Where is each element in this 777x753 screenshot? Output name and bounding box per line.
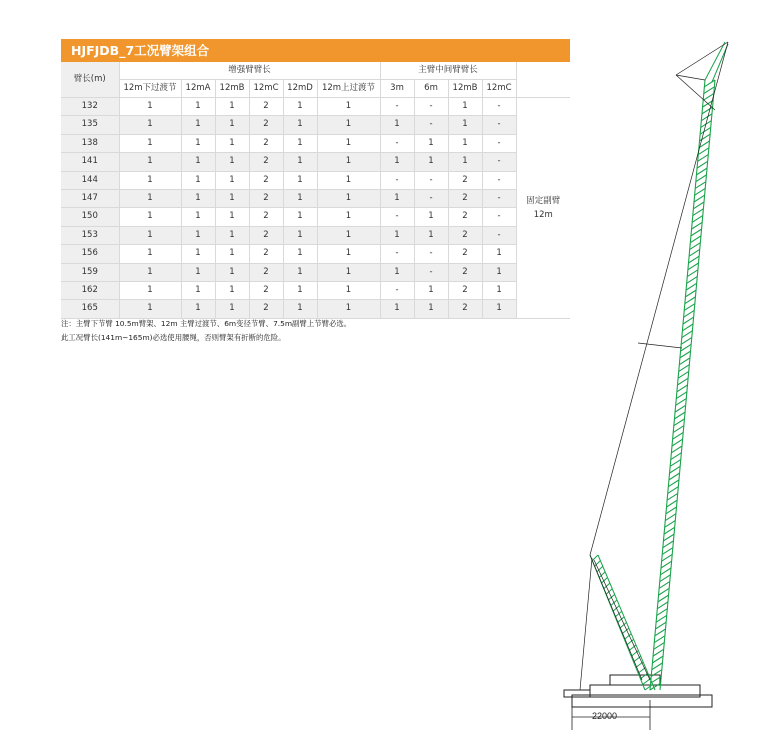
table-cell: 1 xyxy=(380,116,414,134)
boom-lacing-bar xyxy=(662,548,673,555)
table-cell: 1 xyxy=(317,226,380,244)
boom-lacing-bar xyxy=(704,87,715,94)
table-cell: - xyxy=(482,226,516,244)
table-cell: 1 xyxy=(283,208,317,226)
boom-lacing-bar xyxy=(654,643,665,650)
table-cell: 2 xyxy=(249,171,283,189)
boom-lacing-bar xyxy=(701,114,712,121)
boom-length-cell: 147 xyxy=(61,190,119,208)
table-cell: 1 xyxy=(181,134,215,152)
table-title: HJFJDB_7工况臂架组合 xyxy=(61,39,570,62)
boom-lacing-bar xyxy=(685,297,696,304)
table-cell: 2 xyxy=(448,282,482,300)
table-cell: 1 xyxy=(317,98,380,116)
boom-lacing-bar xyxy=(650,683,661,690)
table-cell: 1 xyxy=(119,190,181,208)
boom-lacing-bar xyxy=(696,175,707,182)
boom-lacing-bar xyxy=(674,412,685,419)
boom-lacing-bar xyxy=(693,209,704,216)
table-cell: 1 xyxy=(119,300,181,318)
counterweight-tray xyxy=(564,690,590,697)
table-row xyxy=(61,98,570,116)
table-cell: 1 xyxy=(414,153,448,171)
mast-lacing-bar xyxy=(613,606,619,612)
boom-lacing-bar xyxy=(659,582,670,589)
table-row xyxy=(61,245,570,263)
boom-lacing-bar xyxy=(682,331,693,338)
table-row xyxy=(61,263,570,281)
boom-lacing-bar xyxy=(668,480,679,487)
boom-lacing-bar xyxy=(679,358,690,365)
table-cell: 1 xyxy=(380,153,414,171)
table-cell: 1 xyxy=(119,245,181,263)
table-cell: 1 xyxy=(482,300,516,318)
table-cell: 1 xyxy=(215,190,249,208)
column-header: 12mC xyxy=(249,80,283,98)
boom-lacing-bar xyxy=(656,615,667,622)
table-row xyxy=(61,300,570,318)
table-cell: 1 xyxy=(317,245,380,263)
boom-length-cell: 144 xyxy=(61,171,119,189)
column-header: 6m xyxy=(414,80,448,98)
boom-lacing-bar xyxy=(702,107,713,114)
table-cell: 1 xyxy=(215,116,249,134)
boom-lacing-bar xyxy=(670,460,681,467)
boom-lacing-bar xyxy=(664,527,675,534)
boom-lacing-bar xyxy=(669,473,680,480)
table-cell: 1 xyxy=(482,245,516,263)
note-line-1: 注：主臂下节臂 10.5m臂架、12m 主臂过渡节、6m变径节臂、7.5m副臂上节臂必选。 xyxy=(61,319,352,328)
table-cell: 1 xyxy=(215,98,249,116)
table-row xyxy=(61,190,570,208)
boom-length-cell: 135 xyxy=(61,116,119,134)
table-cell: 2 xyxy=(448,300,482,318)
table-cell: 1 xyxy=(119,263,181,281)
boom-lacing-bar xyxy=(704,80,715,87)
table-cell: 1 xyxy=(215,208,249,226)
boom-lacing-bar xyxy=(689,249,700,256)
boom-length-cell: 150 xyxy=(61,208,119,226)
table-cell: 1 xyxy=(317,282,380,300)
table-cell: 1 xyxy=(317,134,380,152)
boom-lacing-bar xyxy=(654,636,665,643)
boom-lacing-bar xyxy=(671,453,682,460)
table-cell: 1 xyxy=(448,153,482,171)
column-header: 12mC xyxy=(482,80,516,98)
boom-lacing-bar xyxy=(690,236,701,243)
table-cell: 1 xyxy=(181,208,215,226)
table-cell: 1 xyxy=(482,263,516,281)
table-cell: 1 xyxy=(380,226,414,244)
table-cell: 1 xyxy=(181,245,215,263)
boom-length-header: 臂长(m) xyxy=(61,62,119,98)
main-boom xyxy=(650,80,715,690)
table-row xyxy=(61,226,570,244)
mast-backstay-rope xyxy=(580,558,592,690)
table-cell: 1 xyxy=(448,116,482,134)
table-cell: 1 xyxy=(119,226,181,244)
main-mid-boom-group-header: 主臂中间臂臂长 xyxy=(380,62,516,80)
boom-lacing-bar xyxy=(685,290,696,297)
table-cell: 1 xyxy=(283,98,317,116)
table-cell: 1 xyxy=(283,300,317,318)
table-cell: 1 xyxy=(414,208,448,226)
table-cell: 1 xyxy=(181,171,215,189)
boom-lacing-bar xyxy=(678,371,689,378)
boom-lacing-bar xyxy=(662,554,673,561)
fixed-jib-label: 固定副臂 xyxy=(526,195,561,206)
column-header: 3m xyxy=(380,80,414,98)
table-cell: 1 xyxy=(119,134,181,152)
boom-lacing-bar xyxy=(700,127,711,134)
table-cell: 1 xyxy=(283,171,317,189)
crane-base xyxy=(564,675,712,707)
table-cell: 1 xyxy=(215,134,249,152)
table-cell: 1 xyxy=(181,300,215,318)
boom-length-cell: 165 xyxy=(61,300,119,318)
table-cell: 1 xyxy=(380,190,414,208)
boom-lacing-bar xyxy=(684,310,695,317)
table-cell: 1 xyxy=(283,263,317,281)
table-cell: 1 xyxy=(283,190,317,208)
boom-lacing-bar xyxy=(686,283,697,290)
table-cell: 2 xyxy=(249,116,283,134)
jib-strut-rope-3 xyxy=(676,75,715,110)
boom-lacing-bar xyxy=(692,222,703,229)
dimension-label: 22000 xyxy=(592,711,618,721)
column-header: 12mB xyxy=(215,80,249,98)
table-cell: 2 xyxy=(249,134,283,152)
table-cell: - xyxy=(380,171,414,189)
boom-lacing-bar xyxy=(703,94,714,101)
boom-lacing-bar xyxy=(689,256,700,263)
table-cell: - xyxy=(414,98,448,116)
table-cell: 2 xyxy=(448,263,482,281)
table-cell: - xyxy=(380,245,414,263)
mast-lacing-bar xyxy=(643,679,651,685)
boom-lacing-bar xyxy=(681,344,692,351)
table-cell: 1 xyxy=(283,116,317,134)
boom-lacing-bar xyxy=(688,263,699,270)
table-cell: 2 xyxy=(249,263,283,281)
table-cell: 1 xyxy=(215,263,249,281)
boom-lacing-bar xyxy=(660,568,671,575)
table-cell: 1 xyxy=(317,116,380,134)
boom-lacing-bar xyxy=(677,385,688,392)
table-cell: - xyxy=(482,134,516,152)
boom-length-cell: 132 xyxy=(61,98,119,116)
table-cell: 2 xyxy=(448,190,482,208)
boom-lacing-bar xyxy=(655,629,666,636)
boom-lacing-bar xyxy=(687,270,698,277)
boom-lacing-bar xyxy=(683,317,694,324)
boom-lacing-bar xyxy=(656,622,667,629)
table-cell: 1 xyxy=(448,98,482,116)
boom-lacing-bar xyxy=(680,351,691,358)
table-row xyxy=(61,116,570,134)
boom-lacing-bar xyxy=(659,588,670,595)
table-cell: - xyxy=(482,153,516,171)
table-cell: 2 xyxy=(249,98,283,116)
table-cell: 1 xyxy=(317,190,380,208)
table-row xyxy=(61,153,570,171)
table-cell: 1 xyxy=(317,300,380,318)
boom-lacing-bar xyxy=(667,493,678,500)
table-cell: - xyxy=(414,245,448,263)
boom-lacing-bar xyxy=(697,161,708,168)
boom-lacing-bar xyxy=(700,134,711,141)
table-cell: 1 xyxy=(414,134,448,152)
boom-lacing-bar xyxy=(698,148,709,155)
table-cell: 1 xyxy=(448,134,482,152)
table-cell: - xyxy=(482,190,516,208)
table-cell: 1 xyxy=(414,226,448,244)
table-row xyxy=(61,208,570,226)
boom-lacing-bar xyxy=(678,378,689,385)
table-cell: 1 xyxy=(119,116,181,134)
table-cell: 1 xyxy=(181,153,215,171)
mast-rope-2 xyxy=(594,560,650,680)
boom-lacing-bar xyxy=(653,649,664,656)
boom-lacing-bar xyxy=(663,541,674,548)
note-line-2: 此工况臂长(141m~165m)必选使用腰绳，否则臂架有折断的危险。 xyxy=(61,333,286,342)
table-cell: 1 xyxy=(181,226,215,244)
boom-lacing-bar xyxy=(665,521,676,528)
boom-lacing-bar xyxy=(679,365,690,372)
mast-lacing-bar xyxy=(606,589,612,595)
table-cell: - xyxy=(414,116,448,134)
table-cell: 1 xyxy=(215,300,249,318)
boom-length-cell: 141 xyxy=(61,153,119,171)
table-cell: 1 xyxy=(283,245,317,263)
table-cell: 1 xyxy=(283,134,317,152)
boom-lacing-bar xyxy=(652,663,663,670)
boom-length-cell: 159 xyxy=(61,263,119,281)
boom-lacing-bar xyxy=(657,602,668,609)
table-cell: - xyxy=(482,208,516,226)
table-cell: 1 xyxy=(317,263,380,281)
table-cell: 1 xyxy=(482,282,516,300)
mast-lacing-bar xyxy=(592,555,598,561)
boom-lacing-bar xyxy=(694,195,705,202)
table-cell: 1 xyxy=(380,300,414,318)
table-cell: - xyxy=(414,263,448,281)
table-cell: 1 xyxy=(283,153,317,171)
main-boom-lacing xyxy=(650,80,715,690)
boom-lacing-bar xyxy=(695,182,706,189)
boom-lacing-bar xyxy=(670,466,681,473)
table-cell: 2 xyxy=(249,245,283,263)
table-cell: 1 xyxy=(119,282,181,300)
table-cell: 1 xyxy=(181,190,215,208)
boom-lacing-bar xyxy=(682,324,693,331)
column-header: 12mD xyxy=(283,80,317,98)
column-header: 12mA xyxy=(181,80,215,98)
boom-length-cell: 156 xyxy=(61,245,119,263)
table-cell: - xyxy=(482,171,516,189)
table-cell: 1 xyxy=(283,226,317,244)
mast-lacing-bar xyxy=(640,673,647,679)
table-cell: 1 xyxy=(119,153,181,171)
table-row xyxy=(61,282,570,300)
table-cell: 1 xyxy=(380,263,414,281)
table-cell: 2 xyxy=(448,171,482,189)
boom-lacing-bar xyxy=(690,243,701,250)
boom-lacing-bar xyxy=(665,514,676,521)
boom-length-cell: 162 xyxy=(61,282,119,300)
table-cell: 1 xyxy=(181,282,215,300)
table-cell: 1 xyxy=(181,263,215,281)
table-cell: 1 xyxy=(215,245,249,263)
table-cell: - xyxy=(380,208,414,226)
table-cell: 2 xyxy=(448,208,482,226)
table-cell: 2 xyxy=(249,226,283,244)
table-cell: 1 xyxy=(119,98,181,116)
table-cell: 1 xyxy=(119,171,181,189)
boom-lacing-bar xyxy=(673,426,684,433)
table-cell: 1 xyxy=(215,171,249,189)
boom-lacing-bar xyxy=(671,446,682,453)
column-header: 12mB xyxy=(448,80,482,98)
boom-lacing-bar xyxy=(696,168,707,175)
boom-lacing-bar xyxy=(693,202,704,209)
boom-length-cell: 138 xyxy=(61,134,119,152)
table-cell: 1 xyxy=(414,282,448,300)
boom-lacing-bar xyxy=(652,656,663,663)
table-cell: 1 xyxy=(317,171,380,189)
boom-lacing-bar xyxy=(695,188,706,195)
boom-lacing-bar xyxy=(698,155,709,162)
fixed-jib-length: 12m xyxy=(533,209,553,220)
boom-lacing-bar xyxy=(675,405,686,412)
table-cell: - xyxy=(482,116,516,134)
boom-lacing-bar xyxy=(687,277,698,284)
table-cell: 1 xyxy=(317,208,380,226)
column-header: 12m上过渡节 xyxy=(317,80,380,98)
boom-lacing-bar xyxy=(681,338,692,345)
boom-lacing-bar xyxy=(660,575,671,582)
table-cell: 2 xyxy=(249,300,283,318)
table-cell: 1 xyxy=(414,300,448,318)
table-cell: 2 xyxy=(249,190,283,208)
boom-lacing-bar xyxy=(661,561,672,568)
boom-lacing-bar xyxy=(663,534,674,541)
boom-lacing-bar xyxy=(676,399,687,406)
boom-lacing-bar xyxy=(673,432,684,439)
table-row xyxy=(61,134,570,152)
mast-lacing-bar xyxy=(597,566,603,572)
boom-lacing-bar xyxy=(691,229,702,236)
boom-length-cell: 153 xyxy=(61,226,119,244)
table-cell: 1 xyxy=(215,153,249,171)
table-cell: 1 xyxy=(119,208,181,226)
table-cell: 2 xyxy=(249,153,283,171)
table-cell: - xyxy=(380,98,414,116)
table-cell: - xyxy=(414,190,448,208)
reinforced-boom-group-header: 增强臂臂长 xyxy=(119,62,380,80)
table-cell: 1 xyxy=(215,226,249,244)
table-cell: 1 xyxy=(215,282,249,300)
boom-lacing-bar xyxy=(674,419,685,426)
table-cell: - xyxy=(482,98,516,116)
boom-lacing-bar xyxy=(666,507,677,514)
table-cell: - xyxy=(380,134,414,152)
jib xyxy=(705,42,728,82)
table-cell: 2 xyxy=(448,245,482,263)
boom-lacing-bar xyxy=(668,487,679,494)
table-cell: 1 xyxy=(181,116,215,134)
boom-lacing-bar xyxy=(676,392,687,399)
waist-rope xyxy=(638,343,682,348)
table-cell: 2 xyxy=(249,208,283,226)
table-cell: 2 xyxy=(448,226,482,244)
table-cell: 2 xyxy=(249,282,283,300)
boom-lacing-bar xyxy=(684,304,695,311)
mast-lacing-bar xyxy=(624,634,631,640)
boom-lacing-bar xyxy=(657,609,668,616)
table-row xyxy=(61,171,570,189)
pendant-ropes xyxy=(580,42,728,690)
mast-rope-1 xyxy=(590,555,642,680)
crane-diagram xyxy=(550,30,777,730)
table-cell: 1 xyxy=(283,282,317,300)
boom-lacing-bar xyxy=(667,500,678,507)
table-cell: - xyxy=(414,171,448,189)
table-cell: 1 xyxy=(181,98,215,116)
backstay-rope xyxy=(590,42,728,555)
boom-lacing-bar xyxy=(672,439,683,446)
column-header: 12m下过渡节 xyxy=(119,80,181,98)
boom-lacing-bar xyxy=(692,216,703,223)
table-cell: 1 xyxy=(317,153,380,171)
boom-lacing-bar xyxy=(658,595,669,602)
table-cell: - xyxy=(380,282,414,300)
boom-combination-table xyxy=(61,62,570,319)
